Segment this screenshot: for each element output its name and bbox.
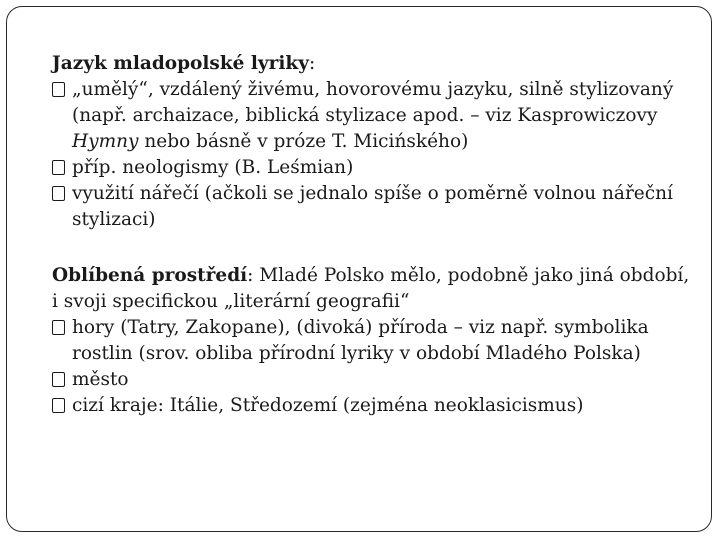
slide-frame [6,6,712,532]
box-glyph-icon [52,398,65,413]
heading-settings-strong: Oblíbená prostředí [52,265,248,286]
box-glyph-icon [52,82,65,97]
box-glyph-icon [52,372,65,387]
list-item [52,181,692,233]
heading-language-strong: Jazyk mladopolské lyriky [52,53,309,74]
section-heading-language [52,51,692,77]
list-item-text: město [72,369,129,390]
list-item [52,155,692,181]
list-item-text-after: nebo básně v próze T. Micińského) [138,131,469,152]
section-heading-settings [52,263,692,315]
list-item [52,367,692,393]
list-item-text: využití nářečí (ačkoli se jednalo spíše o poměrně volnou nářeční stylizaci) [72,183,673,230]
section-spacer [52,233,692,263]
list-item [52,77,692,155]
list-item [52,393,692,419]
heading-settings-rest: : Mladé Polsko mělo, podobně jako jiná období, i svoji specifickou „literární geografii“ [52,265,690,312]
slide-content [52,51,692,419]
list-item [52,315,692,367]
list-item-text: „umělý“, vzdálený živému, hovorovému jazyku, silně stylizovaný (např. archaizace, biblická stylizace apod. – viz Kasprowiczovy [72,79,674,126]
list-item-italic: Hymny [72,131,139,152]
list-item-text: cizí kraje: Itálie, Středozemí (zejména neoklasicismus) [72,395,584,416]
box-glyph-icon [52,160,65,175]
box-glyph-icon [52,186,65,201]
list-item-text: hory (Tatry, Zakopane), (divoká) příroda – viz např. symbolika rostlin (srov. obliba přírodní lyriky v období Mladého Polska) [72,317,649,364]
heading-language-rest: : [309,53,316,74]
list-item-text: příp. neologismy (B. Leśmian) [72,157,354,178]
box-glyph-icon [52,320,65,335]
